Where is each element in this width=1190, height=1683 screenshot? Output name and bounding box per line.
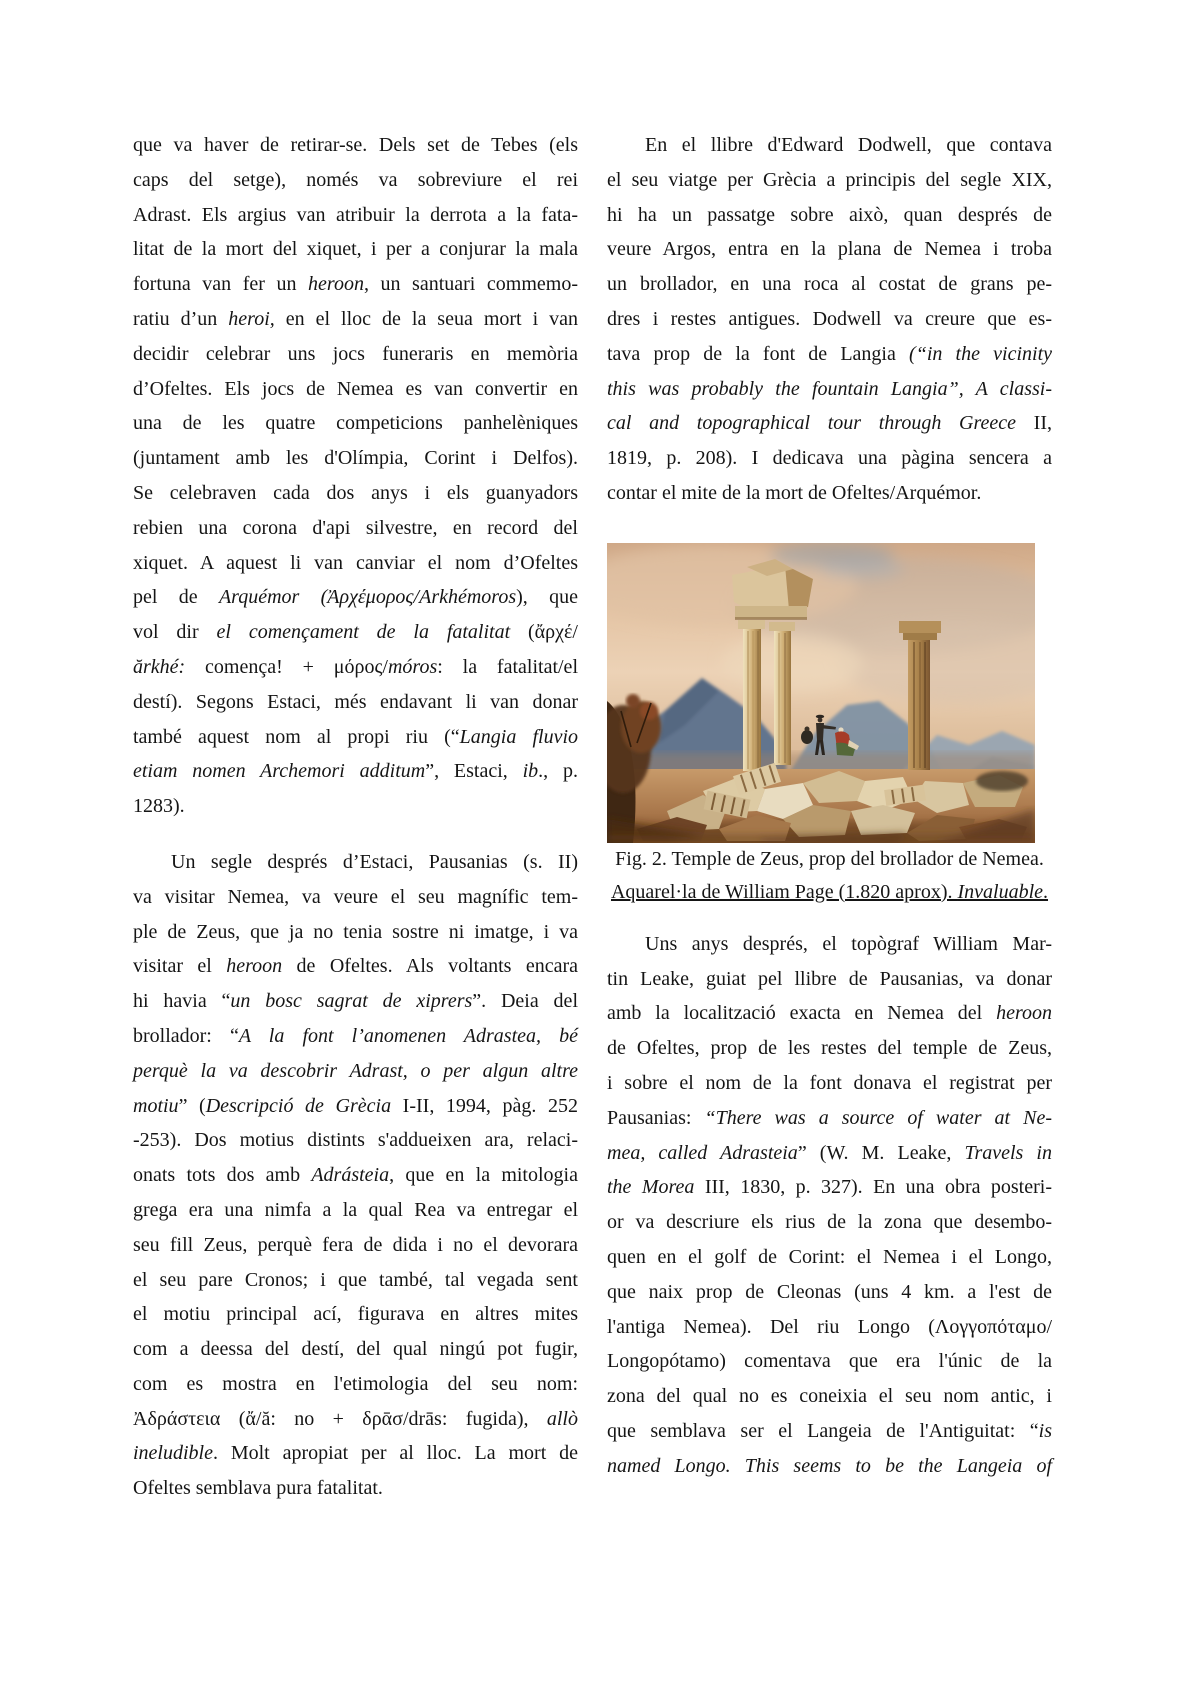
text-segment: destí). Segons Estaci, més endavant li van donar bbox=[133, 690, 578, 713]
text-segment: móros bbox=[387, 655, 438, 678]
text-segment: Langia fluvio bbox=[459, 725, 579, 748]
text-line bbox=[133, 1228, 578, 1263]
text-segment: Adrásteia bbox=[311, 1164, 390, 1187]
text-segment: , un santuari commemo- bbox=[363, 273, 578, 296]
text-segment: . Molt apropiat per al lloc. La mort de bbox=[212, 1442, 578, 1465]
text-line bbox=[133, 302, 578, 337]
text-line bbox=[133, 1332, 578, 1367]
text-segment: que semblava ser el Langeia de l'Antiguitat: “ bbox=[607, 1419, 1039, 1442]
text-line bbox=[133, 511, 578, 546]
text-line bbox=[607, 1240, 1052, 1275]
text-segment: hi havia “ bbox=[133, 990, 231, 1013]
text-segment: I-II, 1994, pàg. 252 bbox=[391, 1094, 578, 1117]
text-line bbox=[133, 949, 578, 984]
text-segment: pel de bbox=[133, 586, 219, 609]
text-segment: grega era una nimfa a la qual Rea va entregar el bbox=[133, 1198, 578, 1221]
text-line bbox=[133, 845, 578, 880]
text-segment: (“in the vicinity bbox=[909, 342, 1053, 365]
text-segment: Ofeltes semblava pura fatalitat. bbox=[133, 1477, 383, 1500]
text-line bbox=[133, 1089, 578, 1124]
paragraph bbox=[607, 128, 1052, 511]
text-line bbox=[607, 1379, 1052, 1414]
text-segment: va visitar Nemea, va veure el seu magnífic tem- bbox=[133, 885, 578, 908]
text-line bbox=[133, 267, 578, 302]
text-segment: this was probably the fountain Langia”, A classi- bbox=[607, 377, 1052, 400]
text-segment: l'antiga Nemea). Del riu Longo (Λογγοπόταμο/ bbox=[607, 1315, 1052, 1338]
text-segment: que va haver de retirar-se. Dels set de Tebes (els bbox=[133, 134, 578, 156]
text-line bbox=[133, 1263, 578, 1298]
text-line bbox=[133, 128, 578, 163]
text-line bbox=[607, 1066, 1052, 1101]
text-segment: quen en el golf de Corint: el Nemea i el Longo, bbox=[607, 1245, 1052, 1268]
figure-caption-line1: Fig. 2. Temple de Zeus, prop del brollador de Nemea. bbox=[615, 847, 1044, 870]
text-segment: que naix prop de Cleonas (uns 4 km. a l'est de bbox=[607, 1280, 1052, 1303]
text-line bbox=[607, 962, 1052, 997]
text-segment: decidir celebrar uns jocs funeraris en memòria bbox=[133, 342, 578, 365]
text-line bbox=[133, 546, 578, 581]
text-segment: ib bbox=[522, 760, 539, 783]
text-line bbox=[607, 232, 1052, 267]
text-segment: de Ofeltes, prop de les restes del temple de Zeus, bbox=[607, 1037, 1052, 1060]
text-line bbox=[133, 1436, 578, 1471]
text-segment: Un segle després d’Estaci, Pausanias (s. II) bbox=[171, 850, 578, 873]
text-segment: com es mostra en l'etimologia del seu nom: bbox=[133, 1372, 578, 1395]
text-line bbox=[133, 915, 578, 950]
text-segment: mea, called Adrasteia bbox=[607, 1141, 798, 1164]
text-segment: visitar el bbox=[133, 955, 227, 978]
text-segment: el seu viatge per Grècia a principis del segle XIX, bbox=[607, 168, 1052, 191]
text-segment: i sobre el nom de la font donava el registrat per bbox=[607, 1071, 1052, 1094]
text-segment: tava prop de la font de Langia bbox=[607, 342, 910, 365]
text-line bbox=[607, 1449, 1052, 1484]
text-line bbox=[607, 406, 1052, 441]
text-line bbox=[133, 337, 578, 372]
text-line bbox=[607, 337, 1052, 372]
text-line bbox=[607, 1205, 1052, 1240]
figure-image-watercolor-temple-ruins bbox=[607, 543, 1035, 843]
text-segment: amb la localització exacta en Nemea del bbox=[607, 1002, 997, 1025]
text-segment: el motiu principal ací, figurava en altres mites bbox=[133, 1303, 578, 1326]
text-segment: named Longo. This seems to be the Langeia of bbox=[607, 1454, 1052, 1477]
text-segment: ” ( bbox=[178, 1094, 206, 1117]
text-segment: tin Leake, guiat pel llibre de Pausanias, va donar bbox=[607, 967, 1052, 990]
text-line bbox=[607, 1344, 1052, 1379]
text-segment: : la fatalitat/el bbox=[437, 655, 578, 678]
text-segment: en el lloc de la seua mort i van bbox=[274, 307, 579, 330]
text-line bbox=[133, 720, 578, 755]
text-segment: perquè la va descobrir Adrast, o per algun altre bbox=[133, 1059, 578, 1082]
text-segment: II, bbox=[1016, 412, 1052, 435]
text-segment: Adrast. Els argius van atribuir la derrota a la fata- bbox=[133, 203, 578, 226]
text-segment: onats tots dos amb bbox=[133, 1164, 312, 1187]
text-line bbox=[133, 880, 578, 915]
text-segment: ratiu d’un bbox=[133, 307, 229, 330]
text-segment: caps del setge), només va sobreviure el rei bbox=[133, 168, 578, 191]
text-segment: Arquémor (Ἀρχέμορος/Arkhémoros bbox=[218, 586, 517, 609]
text-segment: de Ofeltes. Als voltants encara bbox=[282, 955, 578, 978]
text-segment: Uns anys després, el topògraf William Mar- bbox=[645, 932, 1052, 955]
text-line bbox=[133, 1158, 578, 1193]
text-segment: zona del qual no es coneixia el seu nom antic, i bbox=[607, 1385, 1052, 1408]
text-segment: “There was a source of water at Ne- bbox=[704, 1106, 1052, 1129]
text-segment: ), que bbox=[516, 586, 578, 609]
text-segment: heroi, bbox=[228, 307, 275, 330]
text-segment: hi ha un passatge sobre això, quan després de bbox=[607, 203, 1052, 226]
text-segment: com a deessa del destí, del qual ningú pot fugir, bbox=[133, 1338, 578, 1361]
text-segment: brollador: “ bbox=[133, 1024, 239, 1047]
text-line bbox=[607, 128, 1052, 163]
text-segment: or va descriure els rius de la zona que desembo- bbox=[607, 1211, 1052, 1234]
text-line bbox=[607, 1275, 1052, 1310]
figure-caption bbox=[607, 843, 1052, 909]
text-line bbox=[607, 267, 1052, 302]
text-line bbox=[133, 372, 578, 407]
text-segment: Descripció de Grècia bbox=[205, 1094, 392, 1117]
text-line bbox=[607, 996, 1052, 1031]
watercolor-painting bbox=[607, 543, 1035, 843]
text-line bbox=[607, 163, 1052, 198]
text-segment: un brollador, en una roca al costat de grans pe- bbox=[607, 273, 1052, 296]
text-segment: veure Argos, entra en la plana de Nemea i troba bbox=[607, 238, 1052, 261]
text-segment: , que en la mitologia bbox=[389, 1164, 578, 1187]
text-segment: (juntament amb les d'Olímpia, Corint i Delfos). bbox=[133, 447, 578, 470]
text-line bbox=[133, 1054, 578, 1089]
text-segment: is bbox=[1038, 1419, 1052, 1442]
text-segment: A la font l’anomenen Adrastea, bé bbox=[238, 1024, 578, 1047]
text-segment: vol dir bbox=[133, 621, 217, 644]
text-segment: allò bbox=[546, 1407, 578, 1430]
text-segment: el seu pare Cronos; i que també, tal vegada sent bbox=[133, 1268, 578, 1291]
text-line bbox=[607, 372, 1052, 407]
text-line bbox=[133, 650, 578, 685]
text-segment: heroon bbox=[996, 1002, 1052, 1025]
text-segment: el començament de la fatalitat bbox=[216, 621, 511, 644]
right-column bbox=[607, 128, 1052, 1484]
paragraph bbox=[133, 128, 578, 824]
text-segment: ineludible bbox=[133, 1442, 213, 1465]
text-segment: heroon bbox=[308, 273, 364, 296]
text-line bbox=[133, 476, 578, 511]
paragraph bbox=[133, 845, 578, 1506]
text-line bbox=[607, 1136, 1052, 1171]
text-segment: rebien una corona d'api silvestre, en record del bbox=[133, 516, 578, 539]
text-line bbox=[133, 685, 578, 720]
text-segment: ”. Deia del bbox=[472, 990, 578, 1013]
text-segment: etiam nomen Archemori additum bbox=[133, 760, 426, 783]
text-segment: Ἀδράστεια (ἄ/ă: no + δρᾱσ/drās: fugida), bbox=[133, 1407, 547, 1430]
text-line bbox=[133, 754, 578, 789]
text-segment: litat de la mort del xiquet, i per a conjurar la mala bbox=[133, 238, 578, 261]
text-line bbox=[133, 789, 578, 824]
text-segment: cal and topographical tour through Greece bbox=[607, 412, 1017, 435]
text-line bbox=[133, 1367, 578, 1402]
text-line bbox=[607, 1101, 1052, 1136]
text-line bbox=[133, 232, 578, 267]
text-segment: un bosc sagrat de xiprers bbox=[230, 990, 473, 1013]
text-segment: ” (W. M. Leake, bbox=[797, 1141, 965, 1164]
text-segment: motiu bbox=[133, 1094, 179, 1117]
text-line bbox=[133, 615, 578, 650]
text-line bbox=[607, 1414, 1052, 1449]
text-line bbox=[133, 163, 578, 198]
paragraph bbox=[607, 927, 1052, 1484]
text-segment: heroon bbox=[226, 955, 283, 978]
text-segment: III, 1830, p. 327). En una obra posteri- bbox=[694, 1176, 1052, 1199]
text-segment: Longopótamo) comentava que era l'únic de la bbox=[607, 1350, 1052, 1373]
figure-caption-line2 bbox=[607, 876, 1052, 909]
text-line bbox=[133, 1193, 578, 1228]
text-segment: 1283). bbox=[133, 795, 185, 818]
text-segment: fortuna van fer un bbox=[133, 273, 309, 296]
text-segment: comença! + μόρος/ bbox=[185, 655, 388, 678]
text-line bbox=[607, 302, 1052, 337]
text-line bbox=[133, 1019, 578, 1054]
text-segment: Aquarel·la de William Page (1.820 aprox). bbox=[610, 880, 958, 903]
text-segment: seu fill Zeus, perquè fera de dida i no el devorara bbox=[133, 1233, 578, 1256]
text-segment: ”, Estaci, bbox=[425, 760, 523, 783]
text-segment: (ἄρχέ/ bbox=[510, 621, 578, 644]
text-line bbox=[133, 580, 578, 615]
text-segment: Se celebraven cada dos anys i els guanyadors bbox=[133, 481, 578, 504]
text-line bbox=[607, 927, 1052, 962]
text-line bbox=[607, 198, 1052, 233]
text-line bbox=[133, 1471, 578, 1506]
text-segment: -253). Dos motius distints s'addueixen ara, relaci- bbox=[133, 1129, 578, 1152]
text-segment: ., p. bbox=[538, 760, 578, 783]
text-segment: Travels in bbox=[964, 1141, 1052, 1164]
text-segment: una de les quatre competicions panhelèniques bbox=[133, 412, 578, 435]
text-segment: . bbox=[1043, 880, 1049, 903]
text-line bbox=[133, 1123, 578, 1158]
left-column bbox=[133, 128, 578, 1506]
text-segment: ărkhé: bbox=[133, 655, 186, 678]
text-line bbox=[607, 1310, 1052, 1345]
text-segment: En el llibre d'Edward Dodwell, que contava bbox=[645, 134, 1052, 156]
text-segment: també aquest nom al propi riu (“ bbox=[133, 725, 460, 748]
text-line bbox=[133, 441, 578, 476]
text-line bbox=[133, 1297, 578, 1332]
text-segment: 1819, p. 208). I dedicava una pàgina sencera a bbox=[607, 447, 1052, 470]
text-line bbox=[133, 984, 578, 1019]
text-segment: Invaluable bbox=[957, 880, 1044, 903]
text-segment: dres i restes antigues. Dodwell va creure que es- bbox=[607, 307, 1052, 330]
text-line bbox=[607, 1031, 1052, 1066]
text-segment: Pausanias: bbox=[607, 1106, 705, 1129]
text-line bbox=[133, 198, 578, 233]
text-line bbox=[607, 1170, 1052, 1205]
text-line bbox=[607, 441, 1052, 476]
text-segment: ple de Zeus, que ja no tenia sostre ni imatge, i va bbox=[133, 920, 578, 943]
figure-2 bbox=[607, 543, 1052, 909]
text-segment: d’Ofeltes. Els jocs de Nemea es van convertir en bbox=[133, 377, 578, 400]
text-line bbox=[607, 476, 1052, 511]
text-segment: the Morea bbox=[607, 1176, 695, 1199]
text-segment: xiquet. A aquest li van canviar el nom d’Ofeltes bbox=[133, 551, 578, 574]
text-line bbox=[133, 1402, 578, 1437]
text-segment: contar el mite de la mort de Ofeltes/Arquémor. bbox=[607, 481, 982, 504]
text-line bbox=[133, 406, 578, 441]
